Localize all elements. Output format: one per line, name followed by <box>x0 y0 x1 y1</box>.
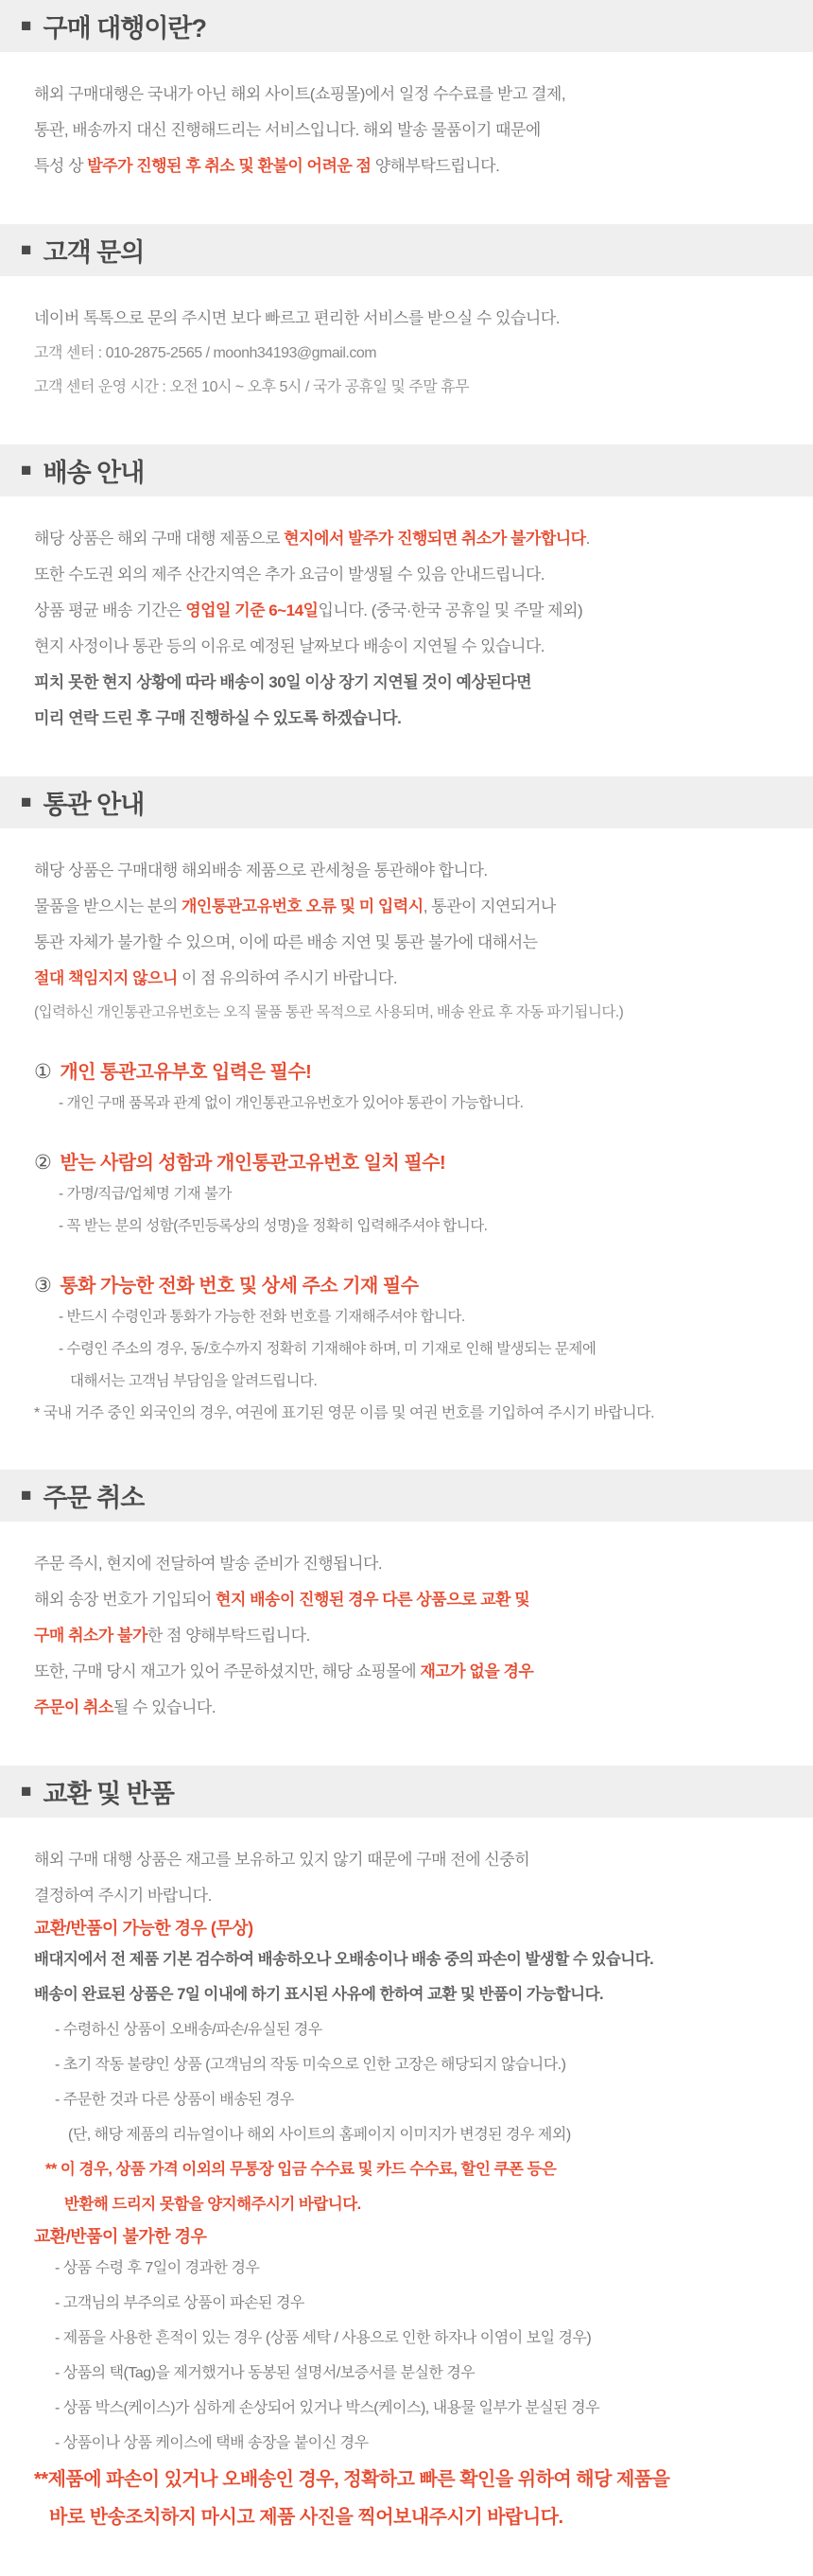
square-bullet-icon: ■ <box>21 1782 32 1801</box>
customs-privacy-note: (입력하신 개인통관고유번호는 오직 물품 통관 목적으로 사용되며, 배송 완료 후 자동 파기됩니다.) <box>34 1004 624 1020</box>
damage-photo-notice: **제품에 파손이 있거나 오배송인 경우, 정확하고 빠른 확인을 위하여 해당 제품을 <box>34 2469 670 2490</box>
list-item: - 상품 박스(케이스)가 심하게 손상되어 있거나 박스(케이스), 내용물 일부가 분실된 경우 <box>55 2400 600 2416</box>
list-item: - 상품의 택(Tag)을 제거했거나 동봉된 설명서/보증서를 분실한 경우 <box>55 2365 476 2381</box>
section-header-cancel <box>0 1470 813 1522</box>
section-title-customs: 통관 안내 <box>43 791 145 819</box>
list-item: - 주문한 것과 다른 상품이 배송된 경우 <box>55 2092 294 2108</box>
highlight-text: 재고가 없을 경우 <box>420 1662 534 1680</box>
square-bullet-icon: ■ <box>21 461 32 480</box>
fee-warning: 반환해 드리지 못함을 양지해주시기 바랍니다. <box>64 2196 361 2213</box>
list-item: - 개인 구매 품목과 관계 없이 개인통관고유번호가 있어야 통관이 가능합니다. <box>59 1095 524 1111</box>
foreigner-passport-note: * 국내 거주 중인 외국인의 경우, 여권에 표기된 영문 이름 및 여권 번호를 기입하여 주시기 바랍니다. <box>34 1405 655 1421</box>
section-about <box>0 0 813 224</box>
paragraph: 해외 구매 대행 상품은 재고를 보유하고 있지 않기 때문에 구매 전에 신중히 <box>34 1851 530 1869</box>
list-item: - 상품 수령 후 7일이 경과한 경우 <box>55 2260 260 2276</box>
section-body-contact <box>0 276 813 444</box>
customs-rule-1-title: ① 개인 통관고유부호 입력은 필수! <box>34 1061 312 1083</box>
damage-photo-notice: 바로 반송조치하지 마시고 제품 사진을 찍어보내주시기 바랍니다. <box>49 2507 563 2528</box>
paragraph: 해외 송장 번호가 기입되어 현지 배송이 진행된 경우 다른 상품으로 교환 및 <box>34 1591 530 1609</box>
section-body-exchange <box>0 1818 813 2576</box>
customs-rule-3 <box>34 1271 787 1398</box>
list-item: - 초기 작동 불량인 상품 (고객님의 작동 미숙으로 인한 고장은 해당되지 않습니다.) <box>55 2057 566 2073</box>
section-body-cancel <box>0 1522 813 1766</box>
exchange-allowed-title: 교환/반품이 가능한 경우 (무상) <box>34 1919 253 1938</box>
highlight-text: 현지 배송이 진행된 경우 다른 상품으로 교환 및 <box>216 1591 530 1609</box>
paragraph: 또한 수도권 외의 제주 산간지역은 추가 요금이 발생될 수 있음 안내드립니다. <box>34 566 545 583</box>
section-exchange <box>0 1766 813 2576</box>
list-item: - 고객님의 부주의로 상품이 파손된 경우 <box>55 2295 304 2311</box>
fee-warning: ** 이 경우, 상품 가격 이외의 무통장 입금 수수료 및 카드 수수료, 할인 쿠폰 등은 <box>45 2161 557 2178</box>
highlight-text: 주문이 취소 <box>34 1698 113 1716</box>
paragraph: 결정하여 주시기 바랍니다. <box>34 1887 212 1905</box>
section-cancel <box>0 1470 813 1766</box>
section-header-about <box>0 0 813 52</box>
square-bullet-icon: ■ <box>21 240 32 260</box>
paragraph: 또한, 구매 당시 재고가 있어 주문하셨지만, 해당 쇼핑몰에 재고가 없을 경우 <box>34 1662 534 1680</box>
paragraph: 해당 상품은 구매대행 해외배송 제품으로 관세청을 통관해야 합니다. <box>34 862 488 879</box>
highlight-text: 현지에서 발주가 진행되면 취소가 불가합니다 <box>284 530 586 548</box>
list-item: - 제품을 사용한 흔적이 있는 경우 (상품 세탁 / 사용으로 인한 하자나 이염이 보일 경우) <box>55 2330 592 2346</box>
paragraph: 상품 평균 배송 기간은 영업일 기준 6~14일입니다. (중국·한국 공휴일 및 주말 제외) <box>34 601 583 619</box>
circled-number-1-icon: ① <box>34 1061 52 1083</box>
list-item: - 수령하신 상품이 오배송/파손/유실된 경우 <box>55 2022 322 2038</box>
section-title-contact: 고객 문의 <box>43 238 145 267</box>
customs-rule-2 <box>34 1148 787 1243</box>
highlight-text: 절대 책임지지 않으니 <box>34 969 178 987</box>
paragraph: 현지 사정이나 통관 등의 이유로 예정된 날짜보다 배송이 지연될 수 있습니다. <box>34 637 545 655</box>
paragraph: 해외 구매대행은 국내가 아닌 해외 사이트(쇼핑몰)에서 일정 수수료를 받고 결제, <box>34 85 566 103</box>
paragraph: 통관, 배송까지 대신 진행해드리는 서비스입니다. 해외 발송 물품이기 때문에 <box>34 121 541 139</box>
paragraph: 특성 상 발주가 진행된 후 취소 및 환불이 어려운 점 양해부탁드립니다. <box>34 157 500 175</box>
customs-rule-1-details <box>34 1088 787 1120</box>
paragraph: 해당 상품은 해외 구매 대행 제품으로 현지에서 발주가 진행되면 취소가 불가합니다. <box>34 530 590 548</box>
circled-number-2-icon: ② <box>34 1152 52 1174</box>
section-body-customs <box>0 828 813 1470</box>
section-title-about: 구매 대행이란? <box>43 14 206 43</box>
paragraph: 주문이 취소될 수 있습니다. <box>34 1698 216 1716</box>
section-header-shipping <box>0 444 813 496</box>
section-body-shipping <box>0 496 813 776</box>
paragraph: 절대 책임지지 않으니 이 점 유의하여 주시기 바랍니다. <box>34 969 398 987</box>
highlight-text: 영업일 기준 6~14일 <box>185 601 319 619</box>
highlight-text: 개인통관고유번호 오류 및 미 입력시 <box>181 897 424 915</box>
paragraph: 네이버 톡톡으로 문의 주시면 보다 빠르고 편리한 서비스를 받으실 수 있습니다. <box>34 309 560 327</box>
square-bullet-icon: ■ <box>21 1486 32 1506</box>
customer-center-phone-email: 고객 센터 : 010-2875-2565 / moonh34193@gmail.com <box>34 345 377 361</box>
section-header-exchange <box>0 1766 813 1818</box>
highlight-text: 구매 취소가 불가 <box>34 1627 147 1645</box>
square-bullet-icon: ■ <box>21 792 32 812</box>
customs-rule-2-details <box>34 1178 787 1243</box>
list-item: - 가명/직급/업체명 기재 불가 <box>59 1186 232 1202</box>
customs-rule-3-title: ③ 통화 가능한 전화 번호 및 상세 주소 기재 필수 <box>34 1275 419 1297</box>
list-item: 대해서는 고객님 부담임을 알려드립니다. <box>70 1373 318 1389</box>
list-item: (단, 해당 제품의 리뉴얼이나 해외 사이트의 홈페이지 이미지가 변경된 경우 제외) <box>68 2127 571 2143</box>
section-header-customs <box>0 776 813 828</box>
list-item: - 상품이나 상품 케이스에 택배 송장을 붙이신 경우 <box>55 2435 369 2451</box>
section-contact <box>0 224 813 444</box>
customs-rule-1 <box>34 1057 787 1120</box>
section-customs <box>0 776 813 1470</box>
square-bullet-icon: ■ <box>21 16 32 36</box>
section-title-cancel: 주문 취소 <box>43 1484 145 1512</box>
section-shipping <box>0 444 813 776</box>
list-item: - 반드시 수령인과 통화가 가능한 전화 번호를 기재해주셔야 합니다. <box>59 1309 465 1325</box>
paragraph: 주문 즉시, 현지에 전달하여 발송 준비가 진행됩니다. <box>34 1555 383 1573</box>
list-item: - 꼭 받는 분의 성함(주민등록상의 성명)을 정확히 입력해주셔야 합니다. <box>59 1218 488 1234</box>
paragraph: 배송이 완료된 상품은 7일 이내에 하기 표시된 사유에 한하여 교환 및 반품이 가능합니다. <box>34 1986 604 2003</box>
paragraph: 구매 취소가 불가한 점 양해부탁드립니다. <box>34 1627 310 1645</box>
customs-rule-3-details <box>34 1301 787 1398</box>
paragraph: 미리 연락 드린 후 구매 진행하실 수 있도록 하겠습니다. <box>34 709 402 727</box>
paragraph: 피치 못한 현지 상황에 따라 배송이 30일 이상 장기 지연될 것이 예상된다면 <box>34 673 532 691</box>
customs-rule-2-title: ② 받는 사람의 성함과 개인통관고유번호 일치 필수! <box>34 1152 446 1174</box>
section-title-exchange: 교환 및 반품 <box>43 1780 174 1808</box>
exchange-denied-title: 교환/반품이 불가한 경우 <box>34 2227 207 2246</box>
paragraph: 배대지에서 전 제품 기본 검수하여 배송하오나 오배송이나 배송 중의 파손이 발생할 수 있습니다. <box>34 1951 654 1968</box>
highlight-text: 발주가 진행된 후 취소 및 환불이 어려운 점 <box>87 157 372 175</box>
section-header-contact <box>0 224 813 276</box>
section-body-about <box>0 52 813 224</box>
section-title-shipping: 배송 안내 <box>43 459 145 487</box>
customer-center-hours: 고객 센터 운영 시간 : 오전 10시 ~ 오후 5시 / 국가 공휴일 및 주말 휴무 <box>34 379 470 395</box>
paragraph: 통관 자체가 불가할 수 있으며, 이에 따른 배송 지연 및 통관 불가에 대해서는 <box>34 933 538 951</box>
list-item: - 수령인 주소의 경우, 동/호수까지 정확히 기재해야 하며, 미 기재로 인해 발생되는 문제에 <box>59 1341 597 1357</box>
paragraph: 물품을 받으시는 분의 개인통관고유번호 오류 및 미 입력시, 통관이 지연되거나 <box>34 897 556 915</box>
circled-number-3-icon: ③ <box>34 1275 52 1297</box>
